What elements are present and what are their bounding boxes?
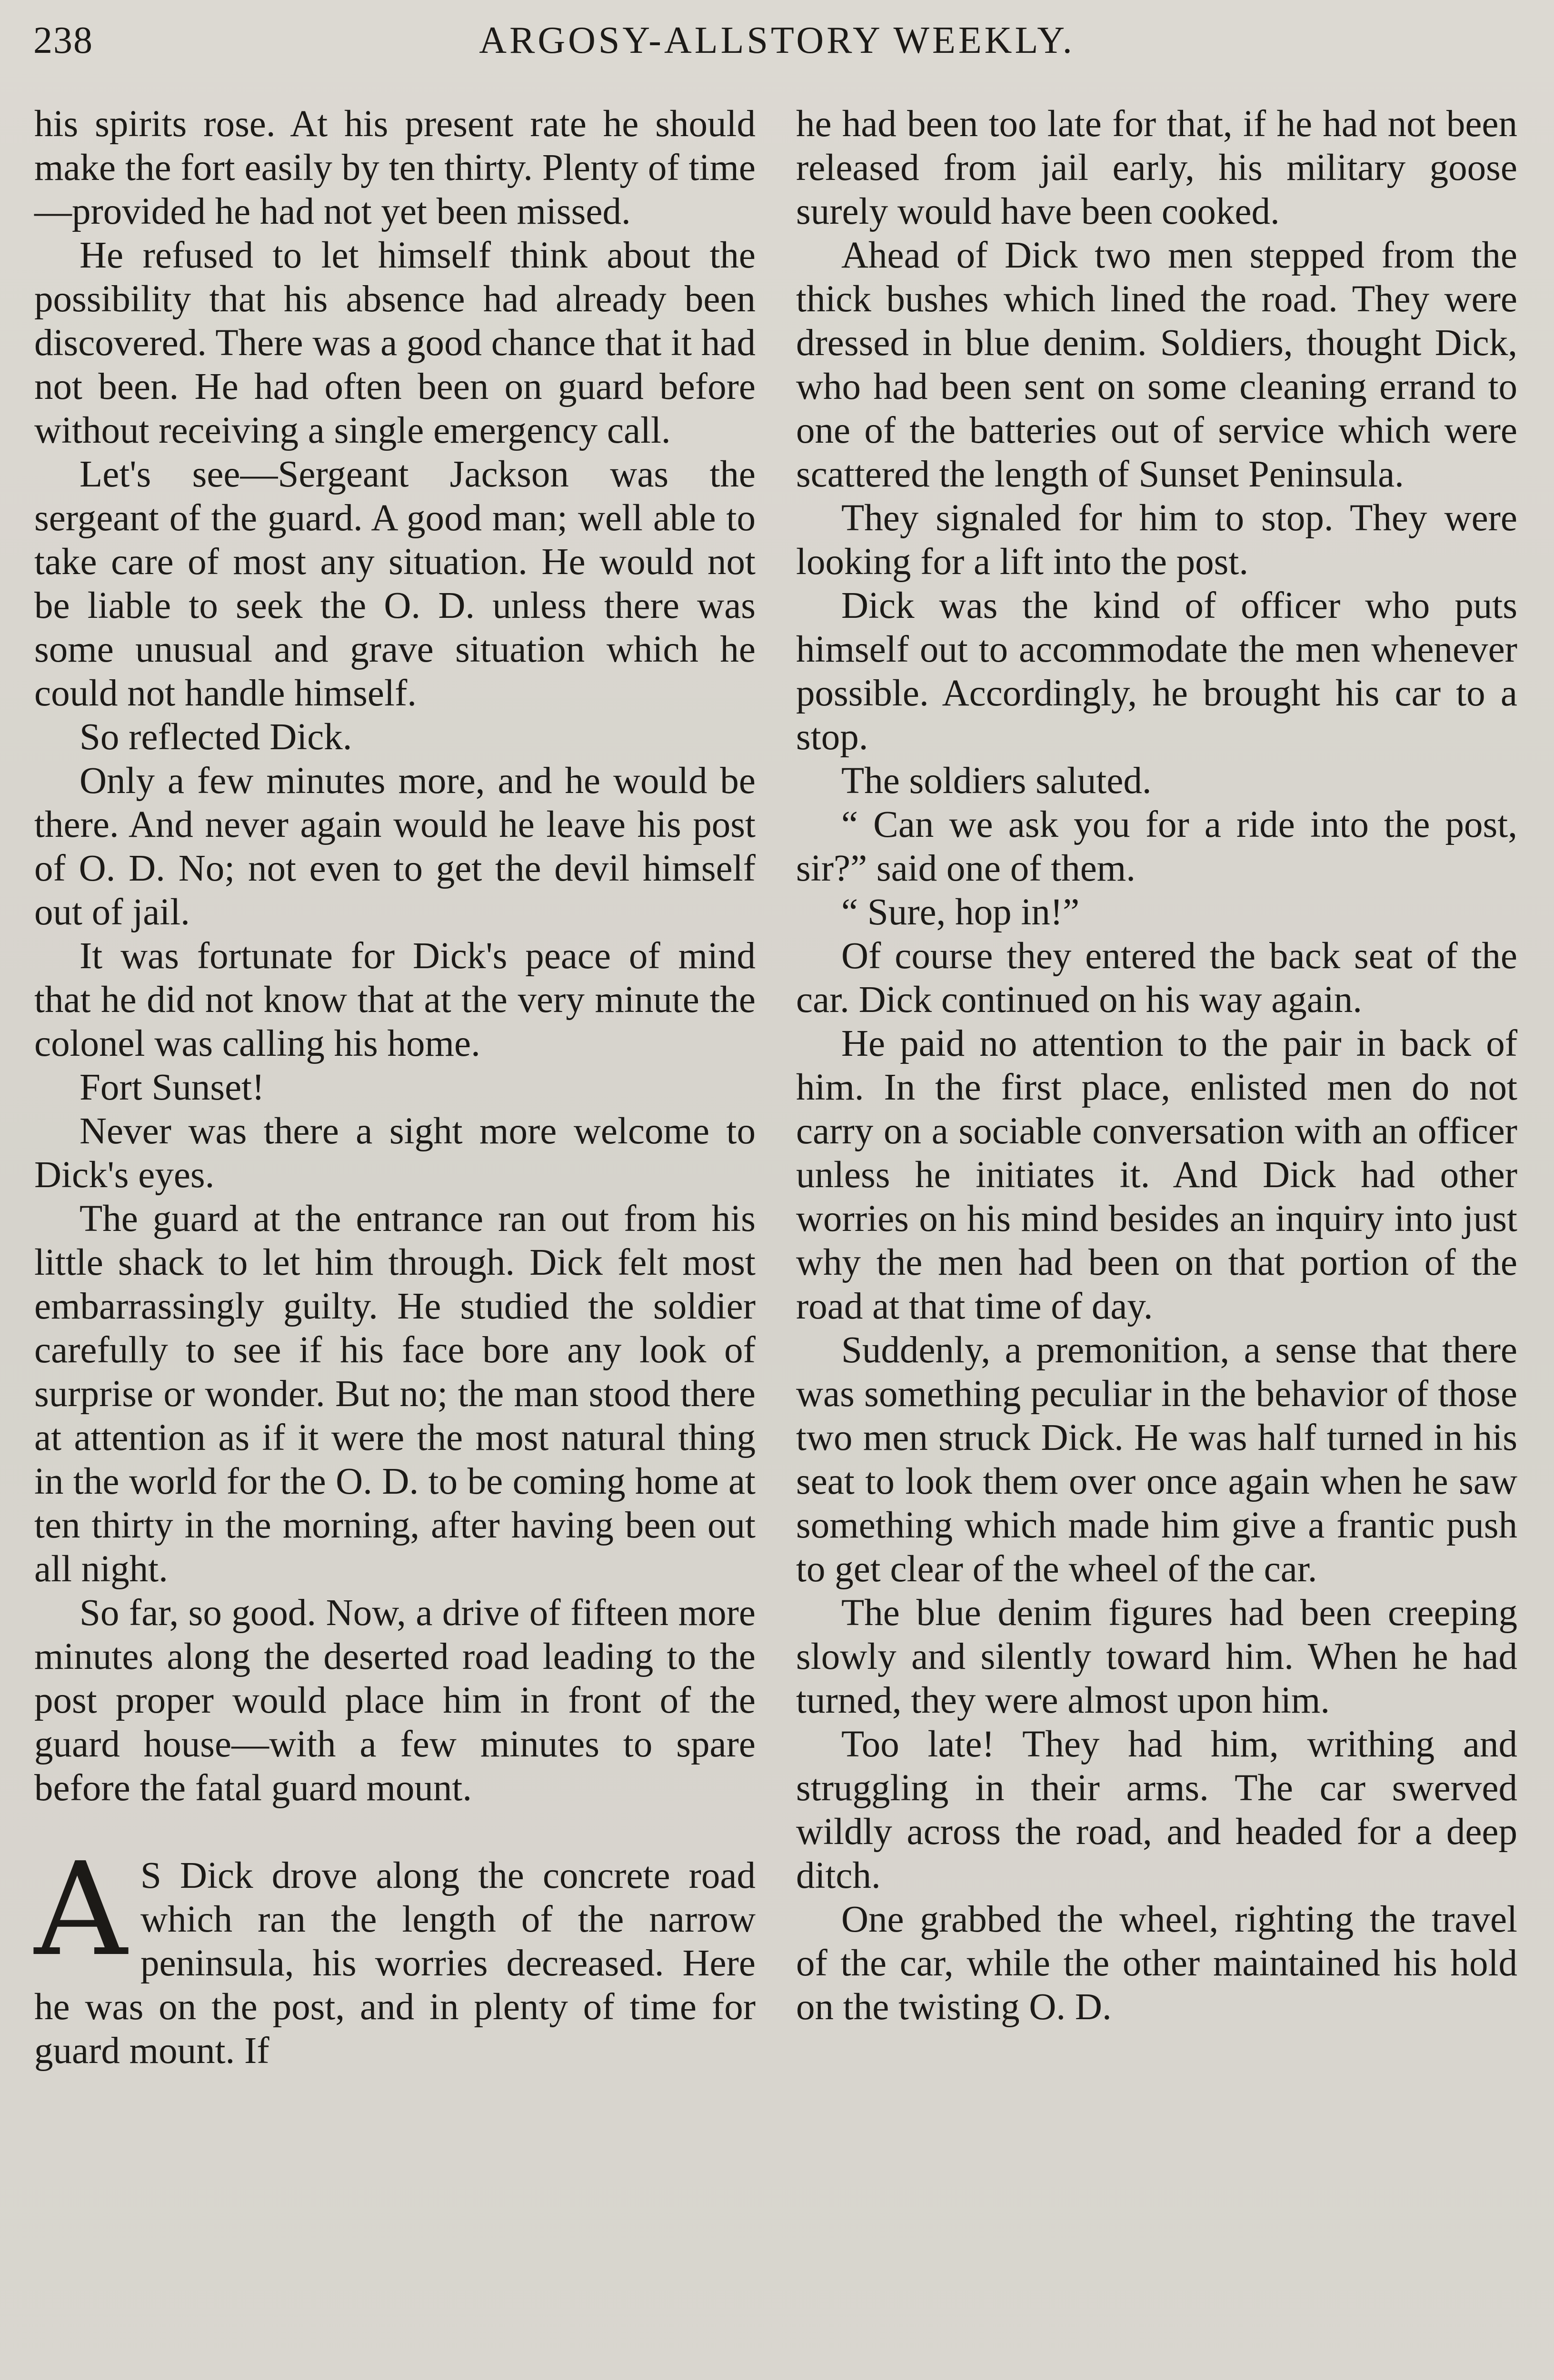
paragraph: Only a few minutes more, and he would be there. And never again would he leave his post of O. D. No; not even to get the devil himself out of jail. [34, 760, 756, 933]
left-column [34, 102, 756, 2073]
paragraph: He refused to let himself think about the possibility that his absence had already been discovered. There was a good chance that it had not been. He had often been on guard before without receiving a single emergency call. [34, 235, 756, 451]
page-header [33, 14, 1521, 67]
paragraph: So reflected Dick. [80, 716, 352, 758]
running-head: ARGOSY-ALLSTORY WEEKLY. [479, 20, 1075, 61]
paragraph: They signaled for him to stop. They were looking for a lift into the post. [796, 497, 1517, 583]
right-column [796, 102, 1517, 2029]
paragraph: Let's see—Sergeant Jackson was the sergeant of the guard. A good man; well able to take care of most any situation. He would not be liable to seek the O. D. unless there was some unusual and grave situation which he could not handle himself. [34, 454, 756, 714]
page-number: 238 [33, 20, 93, 61]
section-opening-paragraph [34, 1835, 756, 2073]
paragraph: Ahead of Dick two men stepped from the thick bushes which lined the road. They were dressed in blue denim. Soldiers, thought Dick, who had been sent on some cleaning errand to one of the batteries out of service which were scattered the length of Sunset Peninsula. [796, 235, 1517, 495]
paragraph: “ Can we ask you for a ride into the post, sir?” said one of them. [796, 804, 1517, 889]
paragraph: He paid no attention to the pair in back of him. In the first place, enlisted men do not carry on a sociable conversation with an officer unless he initiates it. And Dick had other worries on his mind besides an inquiry into just why the men had been on that portion of the road at that time of day. [796, 1023, 1517, 1327]
paragraph: So far, so good. Now, a drive of fifteen more minutes along the deserted road leading to the post proper would place him in front of the guard house—with a few minutes to spare before the fatal guard mount. [34, 1592, 756, 1809]
paragraph: “ Sure, hop in!” [841, 892, 1080, 933]
paragraph: The soldiers saluted. [841, 760, 1152, 802]
paragraph: Fort Sunset! [80, 1067, 265, 1108]
paragraph: Suddenly, a premonition, a sense that there was something peculiar in the behavior of those two men struck Dick. He was half turned in his seat to look them over once again when he saw something which made him give a frantic push to get clear of the wheel of the car. [796, 1329, 1517, 1590]
paragraph: One grabbed the wheel, righting the travel of the car, while the other maintained his hold on the twisting O. D. [796, 1899, 1517, 2028]
paragraph: The guard at the entrance ran out from his little shack to let him through. Dick felt most embarrassingly guilty. He studied the soldier carefully to see if his face bore any look of surprise or wonder. But no; the man stood there at attention as if it were the most natural thing in the world for the O. D. to be coming home at ten thirty in the morning, after having been out all night. [34, 1198, 756, 1590]
drop-cap-text: S Dick drove along the concrete road which ran the length of the narrow peninsula, his worries decreased. Here he was on the post, and in plenty of time for guard mount. If [34, 1855, 756, 2072]
paragraph: Too late! They had him, writhing and struggling in their arms. The car swerved wildly across the road, and headed for a deep ditch. [796, 1724, 1517, 1896]
paragraph: Of course they entered the back seat of the car. Dick continued on his way again. [796, 935, 1517, 1021]
paragraph: Never was there a sight more welcome to Dick's eyes. [34, 1111, 756, 1196]
paragraph: Dick was the kind of officer who puts himself out to accommodate the men whenever possible. Accordingly, he brought his car to a stop. [796, 585, 1517, 758]
paragraph: his spirits rose. At his present rate he should make the fort easily by ten thirty. Plenty of time—provided he had not yet been missed. [34, 103, 756, 232]
paragraph: The blue denim figures had been creeping slowly and silently toward him. When he had turned, they were almost upon him. [796, 1592, 1517, 1721]
paragraph: he had been too late for that, if he had not been released from jail early, his military goose surely would have been cooked. [796, 103, 1517, 232]
drop-cap: A [34, 1835, 127, 1984]
paragraph: It was fortunate for Dick's peace of mind that he did not know that at the very minute the colonel was calling his home. [34, 935, 756, 1064]
